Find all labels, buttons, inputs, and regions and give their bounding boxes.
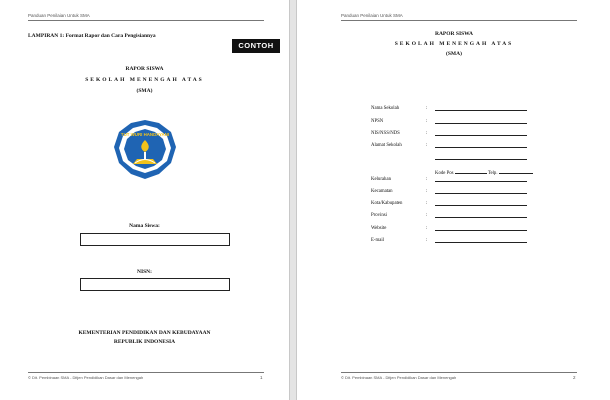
kecamatan-label: Kecamatan: [371, 189, 393, 194]
alamat-sekolah-field[interactable]: [435, 147, 527, 148]
kode-pos-row: [435, 168, 533, 176]
email-field[interactable]: [435, 242, 527, 243]
page-gutter: [289, 0, 296, 400]
page-footer: © Dit. Pembinaan SMA - Ditjen Pendidikan Dasar dan Menengah: [341, 375, 457, 380]
alamat-sekolah-field-2[interactable]: [435, 159, 527, 160]
school-level-title: SEKOLAH MENENGAH ATAS: [85, 77, 204, 83]
nisn-box[interactable]: [80, 278, 230, 291]
npsn-label: NPSN: [371, 119, 384, 124]
page-header: Panduan Penilaian Untuk SMA: [28, 13, 90, 18]
logo-caption: TUT WURI HANDAYANI: [120, 132, 170, 137]
kelurahan-label: Kelurahan: [371, 177, 391, 182]
colon: :: [426, 131, 428, 136]
ministry-name: KEMENTERIAN PENDIDIKAN DAN KEBUDAYAAN: [78, 330, 211, 336]
colon: :: [426, 189, 428, 194]
page-number: 1: [260, 375, 263, 380]
colon: :: [426, 177, 428, 182]
school-level-title: SEKOLAH MENENGAH ATAS: [394, 41, 514, 47]
nis-nss-nds-field[interactable]: [435, 135, 527, 136]
colon: :: [426, 143, 428, 148]
kota-kabupaten-field[interactable]: [435, 205, 527, 206]
website-label: Website: [371, 226, 387, 231]
nis-nss-nds-label: NIS/NSS/NDS: [371, 131, 400, 136]
tut-wuri-handayani-logo: [113, 119, 177, 181]
document-page-2: [296, 0, 610, 400]
sma-title: (SMA): [446, 51, 462, 57]
document-page-1: [0, 0, 290, 400]
lampiran-heading: LAMPIRAN 1: Format Rapor dan Cara Pengisiannya: [28, 33, 156, 39]
alamat-sekolah-label: Alamat Sekolah: [371, 143, 402, 148]
page-number: 2: [573, 375, 576, 380]
kota-kabupaten-label: Kota/Kabupaten: [371, 201, 403, 206]
rapor-title: RAPOR SISWA: [125, 66, 164, 72]
npsn-field[interactable]: [435, 123, 527, 124]
telp-field[interactable]: [499, 168, 533, 174]
footer-rule: [28, 372, 264, 373]
colon: :: [426, 238, 428, 243]
telp-label: Telp.: [487, 171, 498, 176]
kode-pos-label: Kode Pos: [435, 171, 454, 176]
nisn-label: NISN:: [137, 269, 152, 275]
colon: :: [426, 119, 428, 124]
sma-title: (SMA): [136, 88, 153, 94]
nama-sekolah-label: Nama Sekolah: [371, 106, 400, 111]
nama-sekolah-field[interactable]: [435, 110, 527, 111]
kode-pos-field[interactable]: [455, 168, 487, 174]
colon: :: [426, 106, 428, 111]
rapor-title: RAPOR SISWA: [434, 31, 474, 37]
nama-siswa-label: Nama Siswa:: [129, 223, 160, 229]
email-label: E-mail: [371, 238, 385, 243]
page-footer: © Dit. Pembinaan SMA - Ditjen Pendidikan Dasar dan Menengah: [28, 375, 144, 380]
header-rule: [28, 20, 264, 21]
colon: :: [426, 201, 428, 206]
nama-siswa-box[interactable]: [80, 233, 230, 246]
footer-rule: [341, 372, 577, 373]
website-field[interactable]: [435, 230, 527, 231]
header-rule: [341, 20, 577, 21]
colon: :: [426, 213, 428, 218]
contoh-badge: CONTOH: [232, 39, 280, 53]
colon: :: [426, 226, 428, 231]
kecamatan-field[interactable]: [435, 193, 527, 194]
kelurahan-field[interactable]: [435, 181, 527, 182]
provinsi-label: Provinsi: [371, 213, 387, 218]
provinsi-field[interactable]: [435, 217, 527, 218]
page-header: Panduan Penilaian Untuk SMA: [341, 13, 403, 18]
country-name: REPUBLIK INDONESIA: [113, 339, 176, 345]
